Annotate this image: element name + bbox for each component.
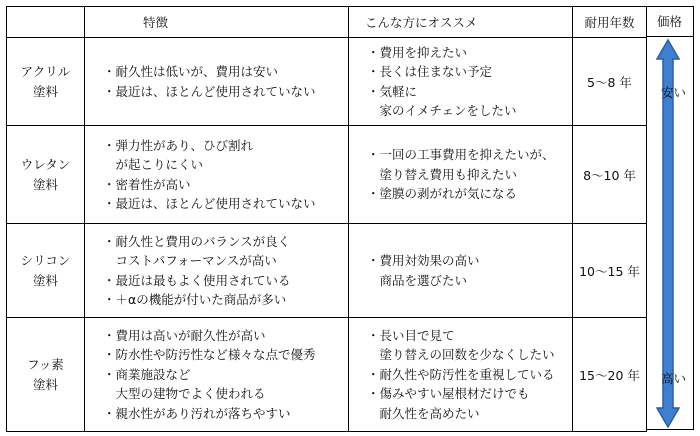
recommended-cell xyxy=(349,224,573,318)
recommended-item: ・気軽に xyxy=(367,83,418,99)
features-cell xyxy=(85,318,349,432)
recommended-item: ・一回の工事費用を抑えたいが、 xyxy=(367,147,555,163)
paint-name-line: 塗料 xyxy=(32,83,58,99)
feature-item: ・最近は、ほとんど使用されていない xyxy=(103,83,316,99)
recommended-item: 耐久性を高めたい xyxy=(367,405,480,421)
table-header-row xyxy=(7,7,647,38)
table-row-acrylic xyxy=(7,38,647,126)
feature-item: ・耐久性と費用のバランスが良く xyxy=(103,233,291,249)
feature-item: ・密着性が高い xyxy=(103,176,191,192)
recommended-item: 塗り替え費用も抑えたい xyxy=(367,166,518,182)
recommended-item: ・塗膜の剥がれが気になる xyxy=(367,186,518,202)
paint-name-line: 塗料 xyxy=(32,376,58,392)
feature-item: ・最近は、ほとんど使用されていない xyxy=(103,196,316,211)
paint-name-cell xyxy=(7,224,85,318)
paint-comparison-table xyxy=(6,6,647,432)
recommended-item: ・長い目で見て xyxy=(367,327,455,343)
paint-name-line: ウレタン xyxy=(20,156,71,172)
paint-name-line: 塗料 xyxy=(32,272,58,288)
features-cell xyxy=(85,126,349,224)
price-column xyxy=(646,6,694,430)
price-low-label: 安い xyxy=(661,85,687,100)
feature-item: が起こりにくい xyxy=(103,157,204,172)
table-row-urethane xyxy=(7,126,647,224)
paint-comparison-table-wrap xyxy=(6,6,694,430)
feature-item: ・親水性があり汚れが落ちやすい xyxy=(103,405,291,421)
feature-item: ・商業施設など xyxy=(103,366,191,382)
features-cell xyxy=(85,224,349,318)
feature-item: ・最近は最もよく使用されている xyxy=(103,272,291,288)
header-price: 価格 xyxy=(646,7,693,37)
recommended-item: 商品を選びたい xyxy=(367,272,468,288)
table-row-silicone xyxy=(7,224,647,318)
recommended-item: ・費用対効果の高い xyxy=(367,253,480,268)
recommended-cell xyxy=(349,318,573,432)
header-years: 耐用年数 xyxy=(573,7,647,38)
header-recommended: こんな方にオススメ xyxy=(349,7,573,38)
feature-item: ・費用は高いが耐久性が高い xyxy=(103,327,266,343)
recommended-item: ・耐久性や防汚性を重視している xyxy=(367,366,555,382)
paint-name-cell xyxy=(7,318,85,432)
years-cell: 8～10 年 xyxy=(573,126,647,224)
feature-item: ・弾力性があり、ひび割れ xyxy=(103,137,254,153)
feature-item: 大型の建物でよく使われる xyxy=(103,386,266,402)
years-cell: 5～8 年 xyxy=(573,38,647,126)
years-cell: 15～20 年 xyxy=(573,318,647,432)
paint-name-cell xyxy=(7,126,85,224)
header-blank-cell xyxy=(7,7,85,38)
paint-name-line: 塗料 xyxy=(32,176,58,192)
paint-name-line: アクリル xyxy=(20,63,71,79)
paint-name-line: シリコン xyxy=(20,252,71,268)
table-row-fluorine xyxy=(7,318,647,432)
feature-item: ・＋αの機能が付いた商品が多い xyxy=(103,292,287,307)
recommended-cell xyxy=(349,126,573,224)
feature-item: ・耐久性は低いが、費用は安い xyxy=(103,64,279,79)
features-cell xyxy=(85,38,349,126)
recommended-item: 家のイメチェンをしたい xyxy=(367,103,517,118)
header-features: 特徴 xyxy=(85,7,349,38)
years-cell: 10～15 年 xyxy=(573,224,647,318)
paint-name-line: フッ素 xyxy=(27,356,64,372)
recommended-item: 塗り替えの回数を少なくしたい xyxy=(367,347,555,363)
paint-name-cell xyxy=(7,38,85,126)
recommended-item: ・傷みやすい屋根材だけでも xyxy=(367,386,530,402)
feature-item: ・防水性や防汚性など様々な点で優秀 xyxy=(103,347,316,363)
recommended-cell xyxy=(349,38,573,126)
feature-item: コストパフォーマンスが高い xyxy=(103,253,277,268)
price-high-label: 高い xyxy=(661,371,687,386)
recommended-item: ・長くは住まない予定 xyxy=(367,64,493,79)
recommended-item: ・費用を抑えたい xyxy=(367,44,468,60)
